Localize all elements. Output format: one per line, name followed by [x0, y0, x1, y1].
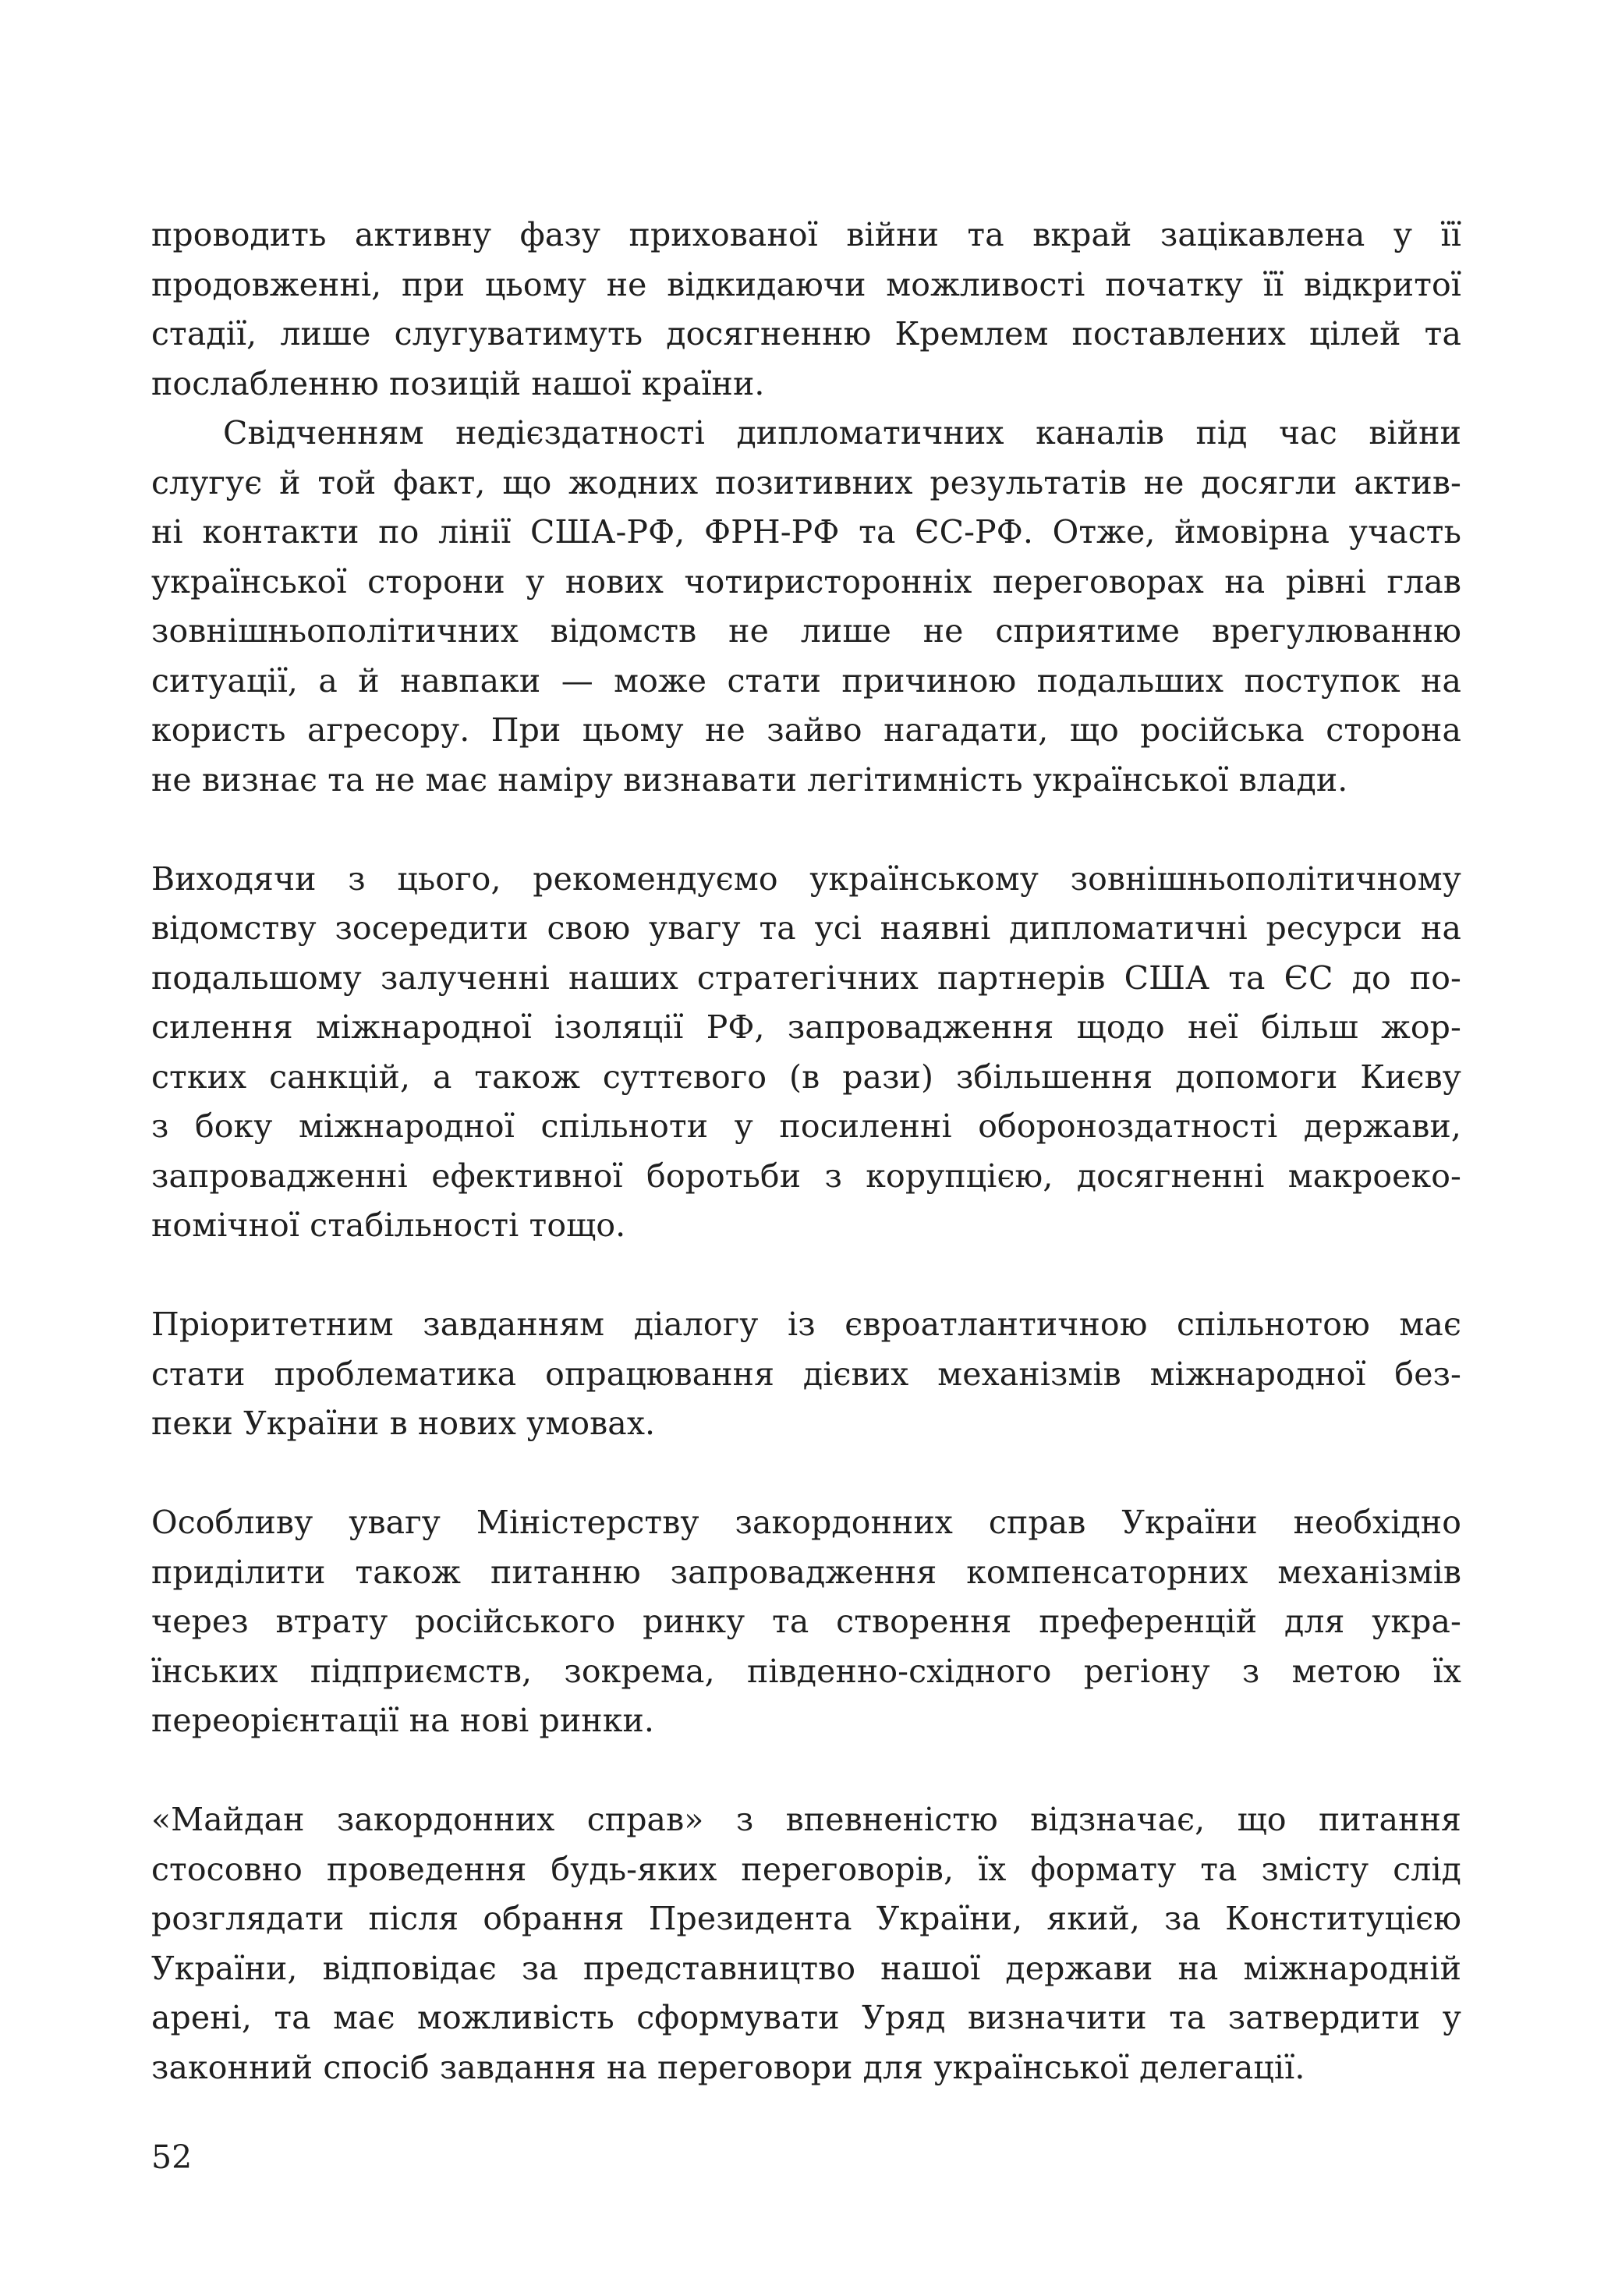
- paragraph-spacer: [151, 1746, 1461, 1796]
- text-line: стосовно проведення будь-яких переговорів, їх формату та змісту слід: [151, 1850, 1461, 1888]
- text-line: силення міжнародної ізоляції РФ, запровадження щодо неї більш жор-: [151, 1008, 1461, 1046]
- page-number: 52: [151, 2138, 193, 2176]
- text-line: відомству зосередити свою увагу та усі наявні дипломатичні ресурси на: [151, 909, 1461, 947]
- text-line: не визнає та не має наміру визнавати легітимність української влади.: [151, 760, 1348, 799]
- paragraph-priority-task: [151, 1300, 1461, 1449]
- text-line: стати проблематика опрацювання дієвих механізмів міжнародної без-: [151, 1355, 1461, 1393]
- paragraph-continuation: [151, 211, 1461, 409]
- text-line: з боку міжнародної спільноти у посиленні обороноздатності держави,: [151, 1107, 1461, 1145]
- text-line: ситуації, а й навпаки — може стати причиною подальших поступок на: [151, 661, 1461, 700]
- text-line: Виходячи з цього, рекомендуємо українському зовнішньополітичному: [151, 859, 1461, 898]
- paragraph-spacer: [151, 1449, 1461, 1499]
- text-line: арені, та має можливість сформувати Уряд визначити та затвердити у: [151, 1999, 1461, 2036]
- text-line: продовженні, при цьому не відкидаючи можливості початку її відкритої: [151, 265, 1461, 303]
- paragraph-spacer: [151, 1251, 1461, 1301]
- text-line: приділити також питанню запровадження компенсаторних механізмів: [151, 1553, 1461, 1591]
- paragraph-maidan-statement: [151, 1795, 1461, 2092]
- text-line: законний спосіб завдання на переговори для української делегації.: [151, 2048, 1305, 2086]
- text-line: через втрату російського ринку та створення преференцій для укра-: [151, 1603, 1461, 1640]
- text-line: стадії, лише слугуватимуть досягненню Кремлем поставлених цілей та: [151, 315, 1461, 353]
- text-line: послабленню позицій нашої країни.: [151, 364, 765, 402]
- text-line: стких санкцій, а також суттєвого (в рази) збільшення допомоги Києву: [151, 1058, 1461, 1096]
- text-line: слугує й той факт, що жодних позитивних результатів не досягли актив-: [151, 463, 1461, 501]
- text-line: «Майдан закордонних справ» з впевненістю відзначає, що питання: [151, 1801, 1461, 1838]
- text-line: зовнішньополітичних відомств не лише не сприятиме врегулюванню: [151, 612, 1461, 650]
- text-line: пеки України в нових умовах.: [151, 1405, 656, 1442]
- paragraph-diplomatic-channels: [151, 409, 1461, 805]
- paragraph-spacer: [151, 805, 1461, 855]
- body-text: [151, 211, 1461, 2092]
- text-line: розглядати після обрання Президента України, який, за Конституцією: [151, 1900, 1461, 1937]
- text-line: ні контакти по лінії США-РФ, ФРН-РФ та ЄС-РФ. Отже, ймовірна участь: [151, 513, 1461, 551]
- text-line: користь агресору. При цьому не зайво нагадати, що російська сторона: [151, 711, 1461, 749]
- paragraph-recommendation: [151, 855, 1461, 1251]
- text-line: подальшому залученні наших стратегічних партнерів США та ЄС до по-: [151, 958, 1461, 997]
- text-line: Свідченням недієздатності дипломатичних каналів під час війни: [223, 414, 1461, 452]
- text-line: України, відповідає за представництво нашої держави на міжнародній: [151, 1949, 1461, 1987]
- text-line: Особливу увагу Міністерству закордонних справ України необхідно: [151, 1504, 1461, 1541]
- text-line: проводить активну фазу прихованої війни та вкрай зацікавлена у її: [151, 216, 1461, 253]
- paragraph-mfa-attention: [151, 1498, 1461, 1746]
- text-line: української сторони у нових чотиристоронніх переговорах на рівні глав: [151, 562, 1461, 601]
- text-line: їнських підприємств, зокрема, південно-східного регіону з метою їх: [151, 1652, 1461, 1690]
- text-line: запровадженні ефективної боротьби з корупцією, досягненні макроеко-: [151, 1157, 1461, 1195]
- text-line: номічної стабільності тощо.: [151, 1206, 626, 1244]
- text-line: переорієнтації на нові ринки.: [151, 1702, 655, 1739]
- text-line: Пріоритетним завданням діалогу із євроатлантичною спільнотою має: [151, 1306, 1461, 1343]
